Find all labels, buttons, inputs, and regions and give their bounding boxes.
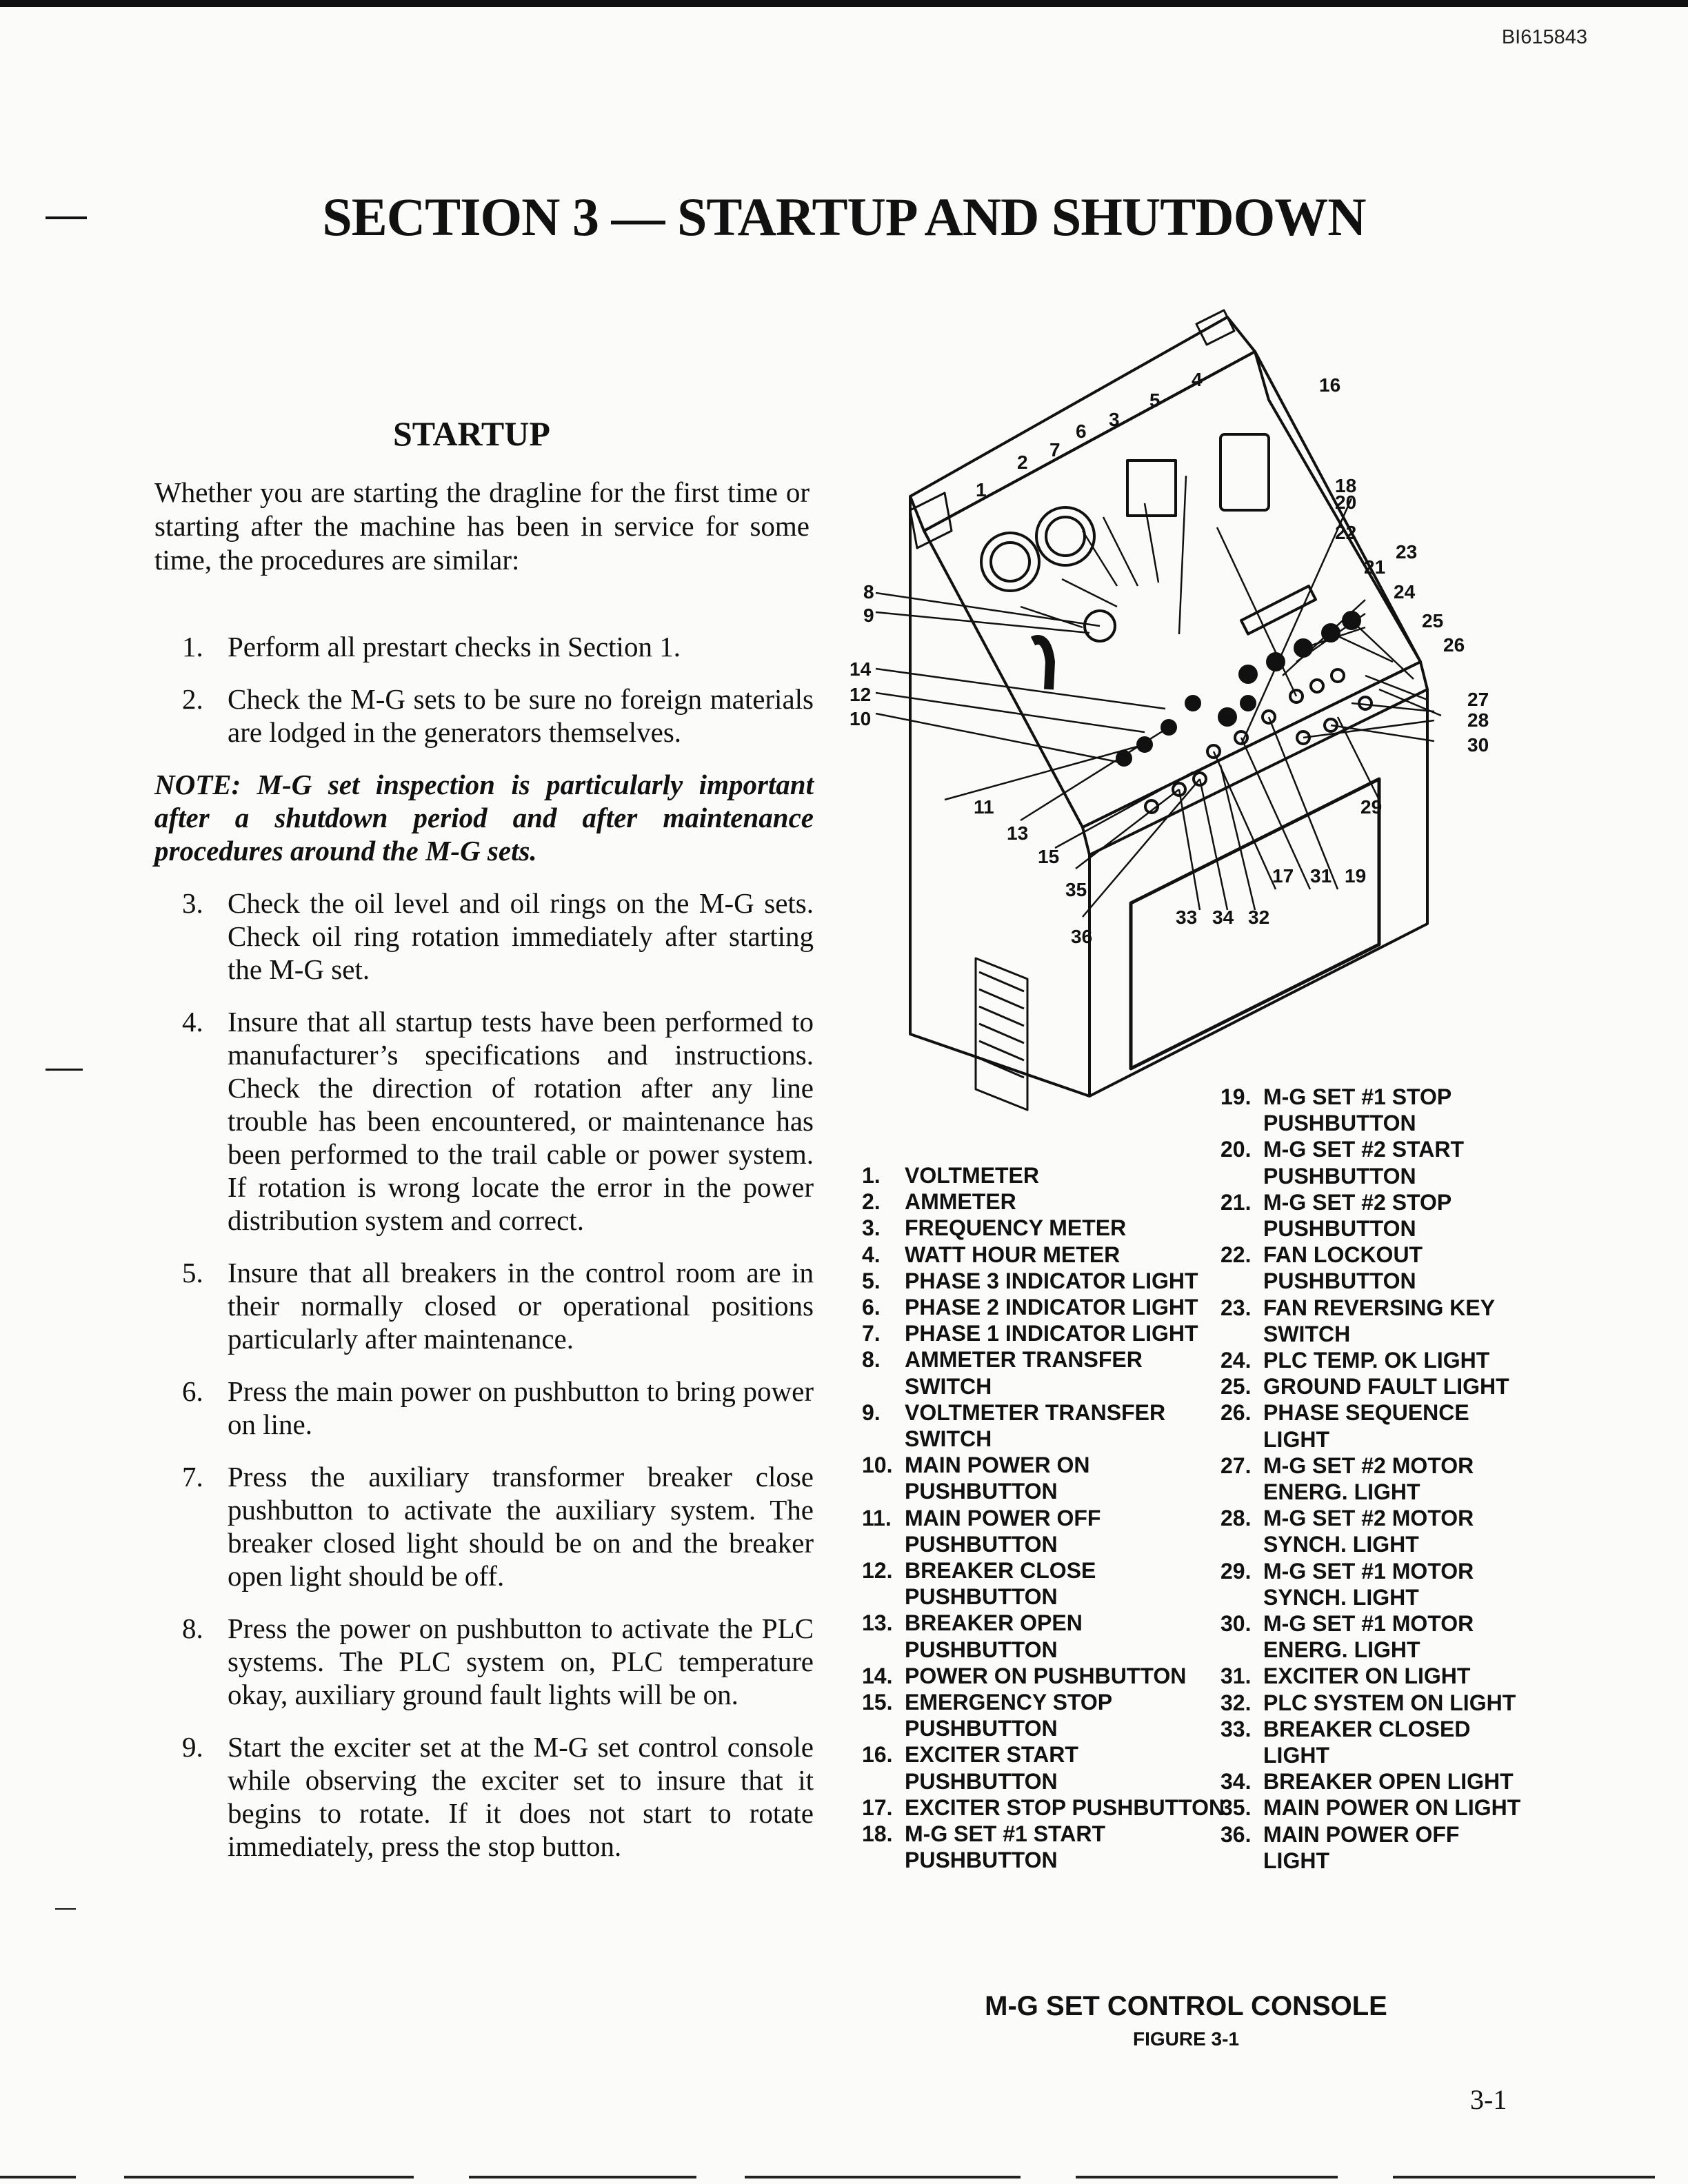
legend-item: 23. FAN REVERSING KEY SWITCH [1220,1295,1495,1346]
legend-item: 16. EXCITER START PUSHBUTTON [862,1742,1078,1794]
bottom-rule [469,2176,696,2178]
step-item: 5. Insure that all breakers in the control room are in their normally closed or operational positions particularly after maintenance. [182,1257,814,1355]
legend-item: 24. PLC TEMP. OK LIGHT [1220,1348,1490,1373]
figure-number: FIGURE 3-1 [1132,2028,1240,2050]
legend-item: 36. MAIN POWER OFF LIGHT [1220,1821,1460,1873]
callout-label: 22 [1335,522,1357,543]
legend-item: 8. AMMETER TRANSFER SWITCH [862,1347,1143,1399]
callout-label: 9 [863,605,874,626]
callout-label: 23 [1396,541,1418,563]
callout-label: 13 [1007,822,1029,844]
legend-item: 29. M-G SET #1 MOTOR SYNCH. LIGHT [1220,1558,1474,1610]
callout-label: 33 [1176,907,1198,928]
step-item: 3. Check the oil level and oil rings on the M-G sets. Check oil ring rotation immediately after starting the M-G set. [182,887,814,985]
legend-item: 19. M-G SET #1 STOP PUSHBUTTON [1220,1084,1451,1136]
legend-item: 22. FAN LOCKOUT PUSHBUTTON [1220,1242,1423,1294]
legend-item: 27. M-G SET #2 MOTOR ENERG. LIGHT [1220,1453,1474,1505]
legend-item: 7. PHASE 1 INDICATOR LIGHT [862,1321,1198,1346]
legend-item: 15. EMERGENCY STOP PUSHBUTTON [862,1690,1112,1741]
document-id: BI615843 [1501,26,1587,48]
step-item: 6. Press the main power on pushbutton to bring power on line. [182,1375,814,1440]
callout-label: 5 [1149,390,1160,411]
legend-item: 4. WATT HOUR METER [862,1242,1121,1267]
legend-item: 6. PHASE 2 INDICATOR LIGHT [862,1295,1198,1320]
legend-item: 35. MAIN POWER ON LIGHT [1220,1795,1521,1821]
callout-label: 8 [863,581,874,603]
legend-item: 25. GROUND FAULT LIGHT [1220,1374,1509,1399]
callout-label: 31 [1310,865,1332,887]
margin-mark [46,1069,83,1071]
legend-item: 32. PLC SYSTEM ON LIGHT [1220,1690,1516,1715]
callout-numbers [850,369,1489,947]
startup-steps [154,630,814,1882]
callout-label: 25 [1422,610,1444,631]
legend-item: 28. M-G SET #2 MOTOR SYNCH. LIGHT [1220,1506,1474,1557]
callout-label: 32 [1248,907,1270,928]
startup-heading: STARTUP [393,414,550,453]
callout-label: 11 [974,796,994,818]
bottom-rule [0,2176,76,2178]
figure-caption: M-G SET CONTROL CONSOLE [985,1991,1387,2021]
callout-label: 7 [1049,439,1061,461]
callout-label: 1 [976,479,987,501]
step-item: 4. Insure that all startup tests have been performed to manufacturer’s specifications and instructions. Check the direction of rotation after any line trouble has been encountered, or maintenance has been performed to the trail cable or power system. If rotation is wrong locate the error in the power distribution system and correct. [182,1006,814,1236]
callout-label: 10 [850,708,872,729]
legend-item: 3. FREQUENCY METER [862,1215,1127,1241]
bottom-rule [1393,2176,1655,2178]
callout-label: 27 [1467,689,1489,710]
callout-label: 28 [1467,709,1489,731]
legend-item: 31. EXCITER ON LIGHT [1220,1664,1471,1689]
legend-item: 12. BREAKER CLOSE PUSHBUTTON [862,1558,1096,1610]
callout-label: 19 [1345,865,1367,887]
legend-item: 10. MAIN POWER ON PUSHBUTTON [862,1453,1090,1504]
callout-label: 17 [1272,865,1294,887]
section-title: SECTION 3 — STARTUP AND SHUTDOWN [322,187,1366,247]
legend-item: 17. EXCITER STOP PUSHBUTTON [862,1794,1225,1820]
legend-item: 13. BREAKER OPEN PUSHBUTTON [862,1610,1083,1662]
bottom-rule [745,2176,1021,2178]
callout-label: 29 [1360,796,1383,818]
legend-item: 14. POWER ON PUSHBUTTON [862,1663,1187,1688]
legend-item: 20. M-G SET #2 START PUSHBUTTON [1220,1137,1464,1189]
note-text: NOTE: M-G set inspection is particularly important after a shutdown period and after maintenance procedures around the M-G sets. [154,769,814,867]
callout-label: 16 [1319,374,1341,396]
callout-label: 26 [1443,634,1465,656]
callout-label: 35 [1065,879,1087,900]
callout-label: 6 [1076,421,1087,442]
legend-item: 9. VOLTMETER TRANSFER SWITCH [862,1399,1166,1452]
legend-item: 2. AMMETER [862,1189,1016,1215]
callout-label: 3 [1109,409,1120,430]
intro-paragraph: Whether you are starting the dragline for the first time or starting after the machine has been in service for some time, the procedures are similar: [154,476,810,576]
callout-label: 14 [850,658,872,680]
legend-item: 5. PHASE 3 INDICATOR LIGHT [862,1268,1198,1293]
legend-item: 33. BREAKER CLOSED LIGHT [1220,1716,1471,1768]
callout-label: 4 [1192,369,1203,390]
legend-right [1220,1084,1524,1874]
callout-label: 20 [1335,492,1357,513]
legend-item: 11. MAIN POWER OFF PUSHBUTTON [862,1505,1101,1557]
legend-item: 18. M-G SET #1 START PUSHBUTTON [862,1821,1105,1873]
legend-item: 26. PHASE SEQUENCE LIGHT [1220,1400,1469,1452]
legend-item: 1. VOLTMETER [862,1163,1039,1188]
callout-label: 21 [1364,556,1386,578]
callout-label: 2 [1017,452,1028,473]
step-item: 8. Press the power on pushbutton to activate the PLC systems. The PLC system on, PLC temperature okay, auxiliary ground fault lights will be on. [182,1612,814,1710]
callout-label: 15 [1038,846,1060,867]
step-item: 9. Start the exciter set at the M-G set control console while observing the exciter set to insure that it begins to rotate. If it does not start to rotate immediately, press the stop button. [182,1731,814,1862]
callout-label: 30 [1467,734,1489,756]
page-number: 3-1 [1470,2084,1507,2115]
step-item: 7. Press the auxiliary transformer breaker close pushbutton to activate the auxiliary system. The breaker closed light should be on and the breaker open light should be off. [182,1461,814,1592]
step-item: 1. Perform all prestart checks in Section 1. [182,631,681,663]
margin-mark [55,1908,76,1910]
callout-label: 24 [1394,581,1416,603]
callout-label: 36 [1071,926,1093,947]
bottom-rule [1076,2176,1338,2178]
legend-left [862,1162,1227,1873]
callout-label: 12 [850,684,872,705]
bottom-rule [124,2176,414,2178]
top-border [0,0,1688,7]
callout-label: 34 [1212,907,1234,928]
legend-item: 30. M-G SET #1 MOTOR ENERG. LIGHT [1220,1611,1474,1663]
legend-item: 34. BREAKER OPEN LIGHT [1220,1769,1514,1794]
legend-item: 21. M-G SET #2 STOP PUSHBUTTON [1220,1189,1451,1242]
callout-label: 18 [1335,475,1357,496]
console-diagram [850,303,1545,1089]
step-item: 2. Check the M-G sets to be sure no foreign materials are lodged in the generators themselves. [182,683,814,748]
